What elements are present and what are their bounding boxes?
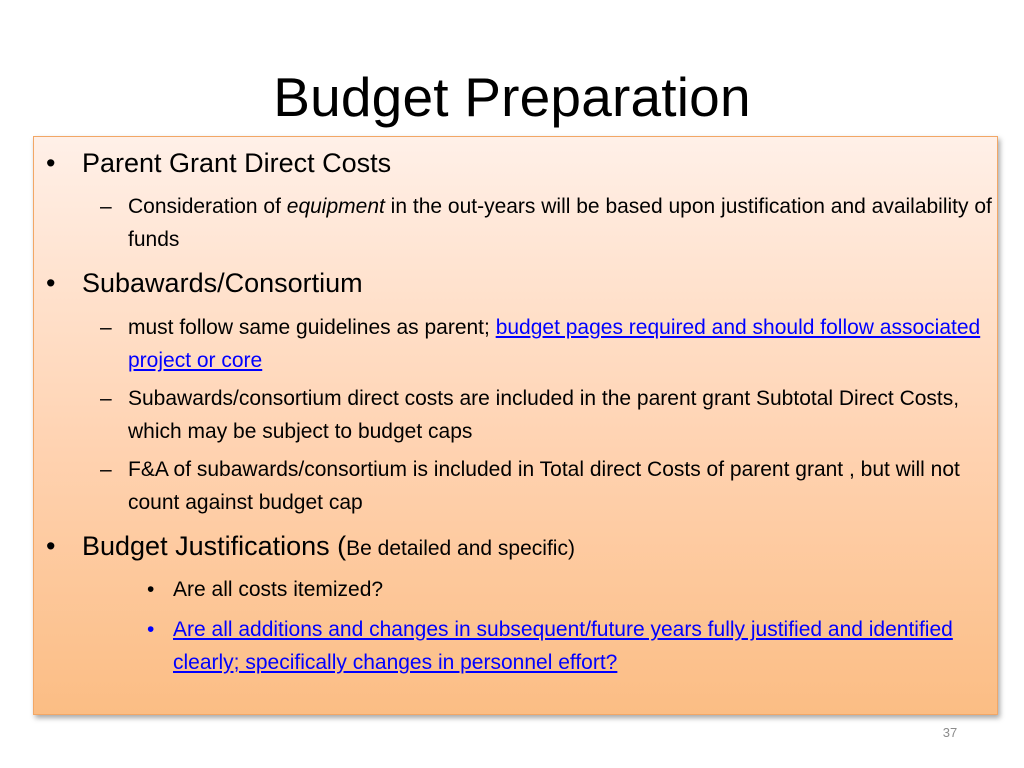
bullet-parent-grant-direct-costs: Parent Grant Direct Costs (82, 148, 392, 178)
bullet-marker: • (46, 531, 56, 561)
sub-bullet-equipment-pre: Consideration of (128, 195, 287, 218)
sub-bullet-guidelines-text: must follow same guidelines as parent; (128, 316, 496, 339)
sub-bullet-guidelines (128, 311, 998, 377)
slide-title: Budget Preparation (273, 66, 751, 128)
dash-marker: – (100, 387, 112, 410)
sub-bullet-equipment-post: in the out-years will be based upon justification and availability of funds (128, 195, 992, 251)
sub-bullet-additions-changes (173, 613, 973, 679)
additions-changes-link[interactable]: Are all additions and changes in subsequent/future years fully justified and identified clearly; specifically changes in personnel effort? (173, 618, 953, 674)
bullet-marker: • (147, 618, 155, 641)
budget-justifications-heading: Budget Justifications ( (82, 531, 347, 561)
budget-justifications-note: Be detailed and specific) (346, 537, 575, 560)
dash-marker: – (100, 458, 112, 481)
bullet-subawards-consortium: Subawards/Consortium (82, 268, 363, 298)
bullet-marker: • (46, 268, 56, 298)
content-box (33, 136, 998, 715)
dash-marker: – (100, 195, 112, 218)
equipment-emphasis: equipment (286, 195, 385, 218)
sub-bullet-costs-itemized: Are all costs itemized? (173, 578, 384, 601)
sub-bullet-equipment (128, 190, 998, 256)
bullet-marker: • (147, 578, 155, 601)
page-number: 37 (942, 725, 958, 740)
dash-marker: – (100, 316, 112, 339)
bullet-marker: • (46, 148, 56, 178)
sub-bullet-fa-subawards: F&A of subawards/consortium is included in Total direct Costs of parent grant , but will not count against budget cap (128, 458, 960, 514)
bullet-budget-justifications (82, 530, 575, 565)
budget-pages-link[interactable]: budget pages required and should follow associated project or core (128, 316, 981, 372)
sub-bullet-direct-costs: Subawards/consortium direct costs are included in the parent grant Subtotal Direct Costs, which may be subject to budget caps (128, 387, 960, 443)
